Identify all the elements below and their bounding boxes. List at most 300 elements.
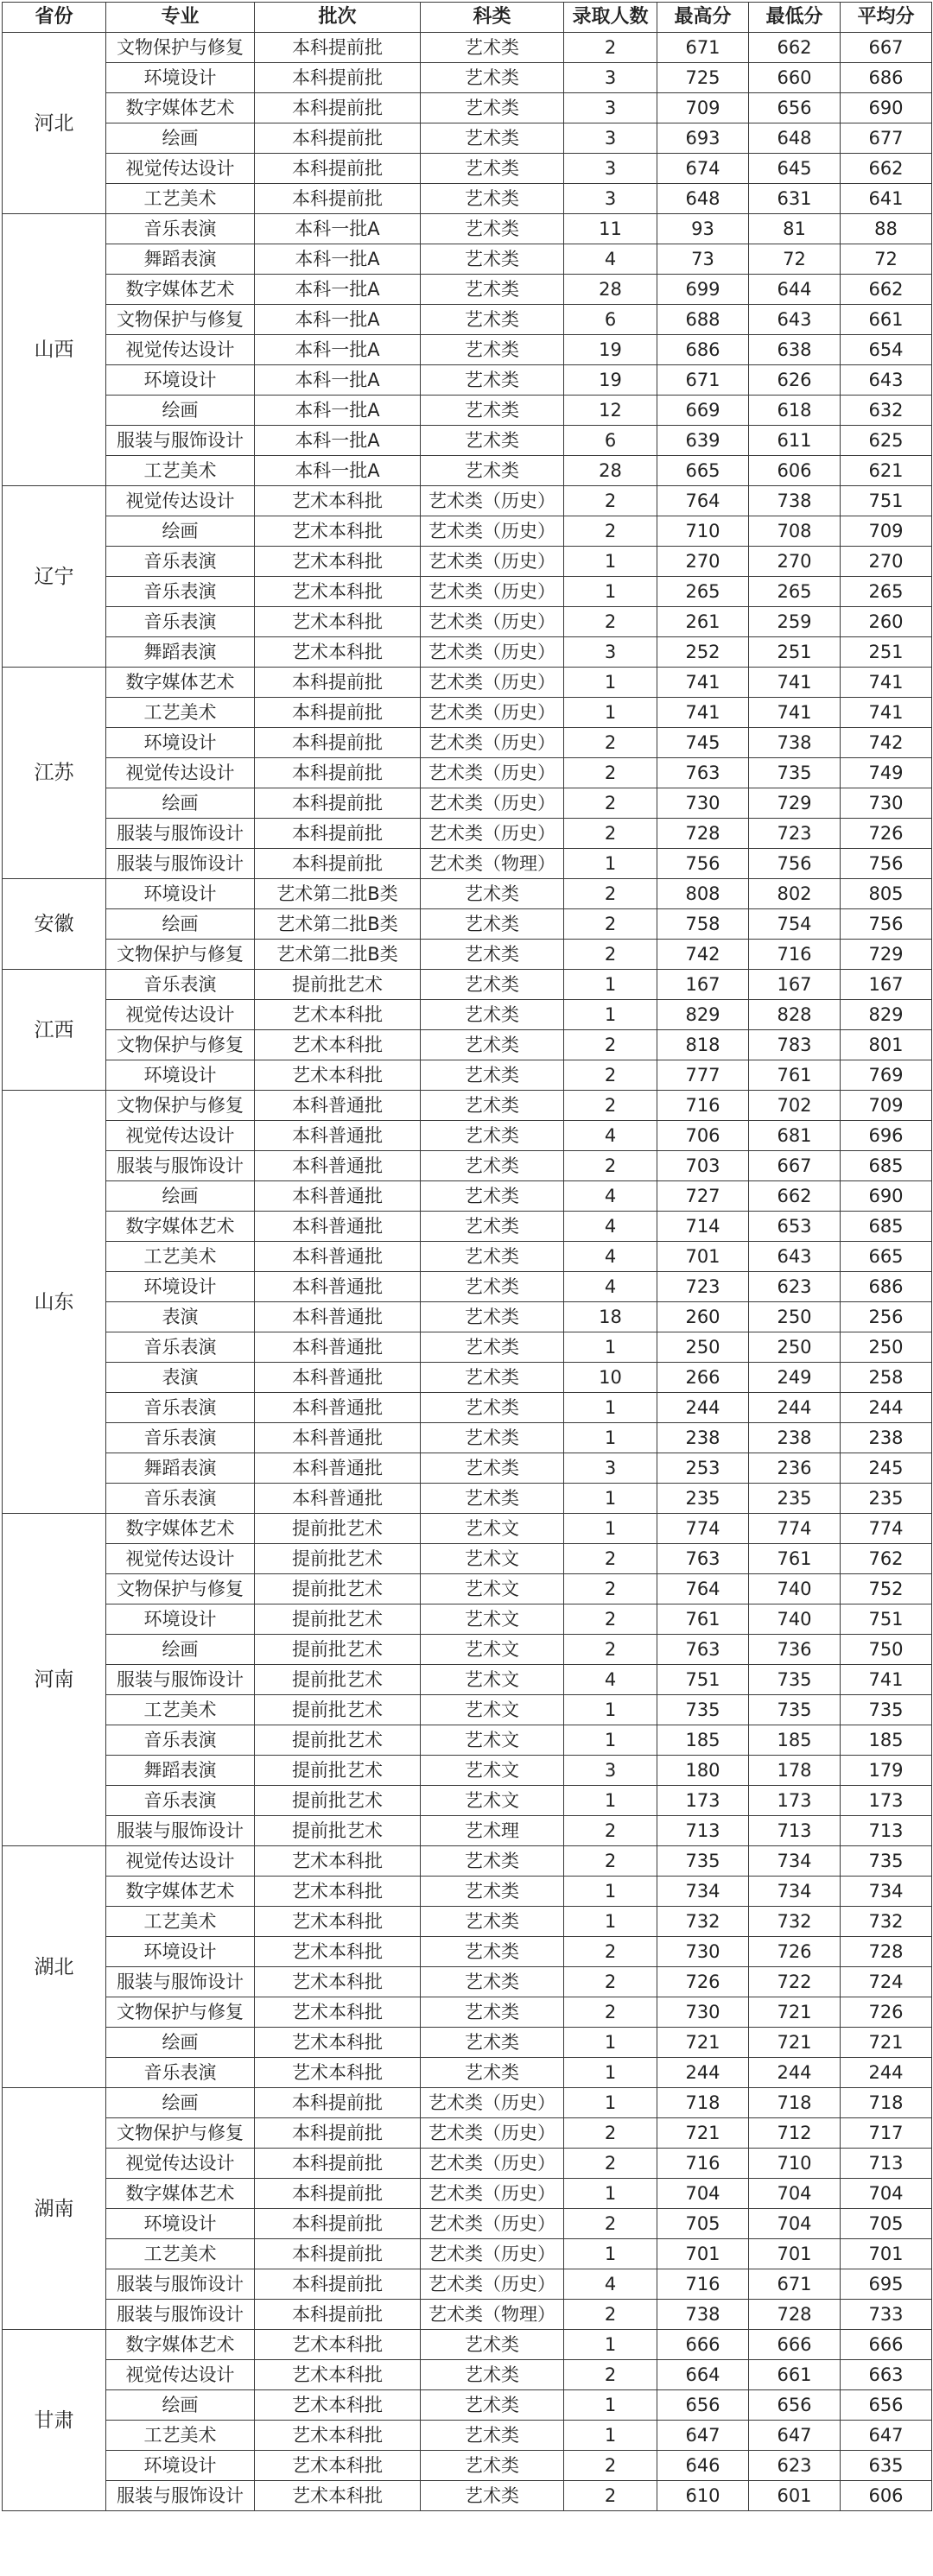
admitted-count-cell: 6	[564, 305, 657, 335]
table-row	[3, 879, 932, 909]
batch-cell: 本科提前批	[255, 819, 421, 849]
batch-cell: 本科普通批	[255, 1181, 421, 1212]
table-row	[3, 1302, 932, 1332]
avg-score-cell: 762	[841, 1544, 932, 1574]
major-cell: 音乐表演	[106, 1484, 255, 1514]
category-cell: 艺术类（历史）	[421, 2088, 564, 2118]
category-cell: 艺术类（历史）	[421, 788, 564, 819]
category-cell: 艺术类	[421, 275, 564, 305]
admission-scores-table	[2, 2, 932, 2511]
admitted-count-cell: 2	[564, 788, 657, 819]
category-cell: 艺术文	[421, 1544, 564, 1574]
admitted-count-cell: 2	[564, 1151, 657, 1181]
batch-cell: 艺术第二批B类	[255, 879, 421, 909]
avg-score-cell: 741	[841, 668, 932, 698]
batch-cell: 艺术本科批	[255, 1877, 421, 1907]
admitted-count-cell: 10	[564, 1363, 657, 1393]
header-admitted-count: 录取人数	[564, 3, 657, 33]
table-row	[3, 365, 932, 396]
min-score-cell: 666	[749, 2330, 841, 2360]
major-cell: 绘画	[106, 2390, 255, 2421]
category-cell: 艺术类（历史）	[421, 728, 564, 758]
max-score-cell: 763	[657, 1635, 749, 1665]
batch-cell: 本科提前批	[255, 2088, 421, 2118]
major-cell: 绘画	[106, 1181, 255, 1212]
batch-cell: 艺术本科批	[255, 486, 421, 516]
major-cell: 视觉传达设计	[106, 1846, 255, 1877]
major-cell: 工艺美术	[106, 1907, 255, 1937]
min-score-cell: 761	[749, 1060, 841, 1091]
category-cell: 艺术类（历史）	[421, 2209, 564, 2239]
min-score-cell: 238	[749, 1423, 841, 1453]
header-batch: 批次	[255, 3, 421, 33]
max-score-cell: 751	[657, 1665, 749, 1695]
major-cell: 视觉传达设计	[106, 1121, 255, 1151]
avg-score-cell: 686	[841, 63, 932, 93]
major-cell: 绘画	[106, 2028, 255, 2058]
category-cell: 艺术类	[421, 970, 564, 1000]
category-cell: 艺术类（历史）	[421, 637, 564, 668]
min-score-cell: 81	[749, 214, 841, 244]
category-cell: 艺术类	[421, 1484, 564, 1514]
batch-cell: 本科提前批	[255, 2179, 421, 2209]
table-row	[3, 1846, 932, 1877]
admitted-count-cell: 1	[564, 2239, 657, 2269]
max-score-cell: 710	[657, 516, 749, 547]
category-cell: 艺术类	[421, 1121, 564, 1151]
min-score-cell: 645	[749, 154, 841, 184]
table-row	[3, 2451, 932, 2481]
category-cell: 艺术类	[421, 184, 564, 214]
admitted-count-cell: 2	[564, 1030, 657, 1060]
max-score-cell: 730	[657, 1937, 749, 1967]
major-cell: 服装与服饰设计	[106, 1816, 255, 1846]
min-score-cell: 623	[749, 2451, 841, 2481]
batch-cell: 本科提前批	[255, 93, 421, 123]
admitted-count-cell: 1	[564, 2088, 657, 2118]
batch-cell: 本科提前批	[255, 33, 421, 63]
min-score-cell: 754	[749, 909, 841, 940]
table-row	[3, 1967, 932, 1997]
table-row	[3, 2149, 932, 2179]
batch-cell: 本科一批A	[255, 244, 421, 275]
max-score-cell: 774	[657, 1514, 749, 1544]
category-cell: 艺术类	[421, 1332, 564, 1363]
category-cell: 艺术类	[421, 1393, 564, 1423]
max-score-cell: 669	[657, 396, 749, 426]
table-row	[3, 2028, 932, 2058]
min-score-cell: 722	[749, 1967, 841, 1997]
table-row	[3, 2269, 932, 2300]
min-score-cell: 173	[749, 1786, 841, 1816]
min-score-cell: 718	[749, 2088, 841, 2118]
min-score-cell: 741	[749, 698, 841, 728]
category-cell: 艺术类	[421, 33, 564, 63]
table-row	[3, 819, 932, 849]
table-row	[3, 909, 932, 940]
major-cell: 舞蹈表演	[106, 1756, 255, 1786]
avg-score-cell: 701	[841, 2239, 932, 2269]
category-cell: 艺术类	[421, 426, 564, 456]
max-score-cell: 716	[657, 2149, 749, 2179]
table-row	[3, 1484, 932, 1514]
avg-score-cell: 647	[841, 2421, 932, 2451]
min-score-cell: 712	[749, 2118, 841, 2149]
admitted-count-cell: 4	[564, 1121, 657, 1151]
avg-score-cell: 667	[841, 33, 932, 63]
avg-score-cell: 270	[841, 547, 932, 577]
table-row	[3, 788, 932, 819]
category-cell: 艺术类	[421, 2330, 564, 2360]
major-cell: 文物保护与修复	[106, 305, 255, 335]
batch-cell: 提前批艺术	[255, 1544, 421, 1574]
major-cell: 环境设计	[106, 2209, 255, 2239]
batch-cell: 本科一批A	[255, 275, 421, 305]
batch-cell: 提前批艺术	[255, 1816, 421, 1846]
batch-cell: 艺术本科批	[255, 2028, 421, 2058]
max-score-cell: 664	[657, 2360, 749, 2390]
category-cell: 艺术文	[421, 1574, 564, 1604]
table-row	[3, 2421, 932, 2451]
admitted-count-cell: 3	[564, 637, 657, 668]
major-cell: 音乐表演	[106, 577, 255, 607]
table-row	[3, 1272, 932, 1302]
category-cell: 艺术类	[421, 1242, 564, 1272]
batch-cell: 本科普通批	[255, 1091, 421, 1121]
min-score-cell: 702	[749, 1091, 841, 1121]
min-score-cell: 774	[749, 1514, 841, 1544]
max-score-cell: 718	[657, 2088, 749, 2118]
avg-score-cell: 662	[841, 154, 932, 184]
min-score-cell: 738	[749, 728, 841, 758]
category-cell: 艺术类	[421, 365, 564, 396]
min-score-cell: 185	[749, 1725, 841, 1756]
category-cell: 艺术类（历史）	[421, 2149, 564, 2179]
batch-cell: 艺术第二批B类	[255, 940, 421, 970]
major-cell: 音乐表演	[106, 547, 255, 577]
admitted-count-cell: 2	[564, 1937, 657, 1967]
avg-score-cell: 733	[841, 2300, 932, 2330]
category-cell: 艺术类	[421, 244, 564, 275]
admitted-count-cell: 2	[564, 516, 657, 547]
table-row	[3, 2481, 932, 2511]
min-score-cell: 656	[749, 93, 841, 123]
admitted-count-cell: 1	[564, 2058, 657, 2088]
max-score-cell: 721	[657, 2028, 749, 2058]
avg-score-cell: 769	[841, 1060, 932, 1091]
admitted-count-cell: 2	[564, 2118, 657, 2149]
avg-score-cell: 730	[841, 788, 932, 819]
batch-cell: 艺术本科批	[255, 1000, 421, 1030]
major-cell: 视觉传达设计	[106, 154, 255, 184]
category-cell: 艺术类	[421, 305, 564, 335]
min-score-cell: 250	[749, 1332, 841, 1363]
major-cell: 舞蹈表演	[106, 244, 255, 275]
min-score-cell: 671	[749, 2269, 841, 2300]
max-score-cell: 701	[657, 1242, 749, 1272]
major-cell: 视觉传达设计	[106, 335, 255, 365]
major-cell: 环境设计	[106, 728, 255, 758]
admitted-count-cell: 2	[564, 2149, 657, 2179]
province-cell: 山东	[3, 1091, 106, 1514]
admitted-count-cell: 1	[564, 970, 657, 1000]
admitted-count-cell: 1	[564, 1000, 657, 1030]
admitted-count-cell: 1	[564, 1393, 657, 1423]
table-row	[3, 1665, 932, 1695]
category-cell: 艺术类	[421, 1907, 564, 1937]
min-score-cell: 740	[749, 1604, 841, 1635]
admitted-count-cell: 2	[564, 1544, 657, 1574]
category-cell: 艺术类	[421, 2058, 564, 2088]
max-score-cell: 173	[657, 1786, 749, 1816]
category-cell: 艺术类（物理）	[421, 849, 564, 879]
major-cell: 服装与服饰设计	[106, 1967, 255, 1997]
table-row	[3, 1091, 932, 1121]
major-cell: 服装与服饰设计	[106, 849, 255, 879]
province-cell: 甘肃	[3, 2330, 106, 2511]
batch-cell: 本科普通批	[255, 1151, 421, 1181]
avg-score-cell: 735	[841, 1846, 932, 1877]
max-score-cell: 665	[657, 456, 749, 486]
batch-cell: 本科一批A	[255, 335, 421, 365]
min-score-cell: 734	[749, 1846, 841, 1877]
category-cell: 艺术类	[421, 909, 564, 940]
min-score-cell: 738	[749, 486, 841, 516]
category-cell: 艺术类	[421, 63, 564, 93]
min-score-cell: 721	[749, 1997, 841, 2028]
batch-cell: 艺术本科批	[255, 1967, 421, 1997]
batch-cell: 本科提前批	[255, 788, 421, 819]
max-score-cell: 656	[657, 2390, 749, 2421]
major-cell: 环境设计	[106, 879, 255, 909]
avg-score-cell: 256	[841, 1302, 932, 1332]
major-cell: 视觉传达设计	[106, 2360, 255, 2390]
table-row	[3, 486, 932, 516]
admitted-count-cell: 1	[564, 577, 657, 607]
min-score-cell: 708	[749, 516, 841, 547]
min-score-cell: 259	[749, 607, 841, 637]
category-cell: 艺术类	[421, 1997, 564, 2028]
major-cell: 服装与服饰设计	[106, 2300, 255, 2330]
avg-score-cell: 686	[841, 1272, 932, 1302]
avg-score-cell: 690	[841, 93, 932, 123]
avg-score-cell: 829	[841, 1000, 932, 1030]
table-row	[3, 1877, 932, 1907]
min-score-cell: 701	[749, 2239, 841, 2269]
max-score-cell: 735	[657, 1695, 749, 1725]
avg-score-cell: 751	[841, 486, 932, 516]
major-cell: 环境设计	[106, 1272, 255, 1302]
major-cell: 文物保护与修复	[106, 33, 255, 63]
min-score-cell: 736	[749, 1635, 841, 1665]
min-score-cell: 638	[749, 335, 841, 365]
admitted-count-cell: 3	[564, 1453, 657, 1484]
major-cell: 环境设计	[106, 1604, 255, 1635]
batch-cell: 艺术本科批	[255, 1060, 421, 1091]
batch-cell: 艺术本科批	[255, 2360, 421, 2390]
admitted-count-cell: 1	[564, 698, 657, 728]
header-category: 科类	[421, 3, 564, 33]
table-row	[3, 668, 932, 698]
min-score-cell: 250	[749, 1302, 841, 1332]
max-score-cell: 648	[657, 184, 749, 214]
max-score-cell: 732	[657, 1907, 749, 1937]
min-score-cell: 643	[749, 1242, 841, 1272]
avg-score-cell: 632	[841, 396, 932, 426]
major-cell: 文物保护与修复	[106, 1030, 255, 1060]
max-score-cell: 701	[657, 2239, 749, 2269]
admitted-count-cell: 12	[564, 396, 657, 426]
max-score-cell: 244	[657, 1393, 749, 1423]
table-row	[3, 1000, 932, 1030]
avg-score-cell: 238	[841, 1423, 932, 1453]
major-cell: 绘画	[106, 2088, 255, 2118]
max-score-cell: 647	[657, 2421, 749, 2451]
header-row	[3, 3, 932, 33]
avg-score-cell: 713	[841, 2149, 932, 2179]
category-cell: 艺术类（历史）	[421, 668, 564, 698]
table-row	[3, 547, 932, 577]
batch-cell: 艺术本科批	[255, 1907, 421, 1937]
batch-cell: 提前批艺术	[255, 1695, 421, 1725]
batch-cell: 本科一批A	[255, 365, 421, 396]
max-score-cell: 764	[657, 1574, 749, 1604]
admitted-count-cell: 2	[564, 2451, 657, 2481]
major-cell: 工艺美术	[106, 698, 255, 728]
table-header	[3, 3, 932, 33]
batch-cell: 艺术本科批	[255, 2421, 421, 2451]
major-cell: 环境设计	[106, 1937, 255, 1967]
table-row	[3, 2360, 932, 2390]
major-cell: 数字媒体艺术	[106, 668, 255, 698]
admitted-count-cell: 2	[564, 2360, 657, 2390]
category-cell: 艺术类	[421, 1030, 564, 1060]
admitted-count-cell: 28	[564, 456, 657, 486]
avg-score-cell: 721	[841, 2028, 932, 2058]
table-row	[3, 728, 932, 758]
header-major: 专业	[106, 3, 255, 33]
major-cell: 数字媒体艺术	[106, 93, 255, 123]
table-row	[3, 577, 932, 607]
avg-score-cell: 662	[841, 275, 932, 305]
max-score-cell: 703	[657, 1151, 749, 1181]
major-cell: 文物保护与修复	[106, 1997, 255, 2028]
admitted-count-cell: 19	[564, 365, 657, 396]
min-score-cell: 265	[749, 577, 841, 607]
max-score-cell: 735	[657, 1846, 749, 1877]
major-cell: 表演	[106, 1363, 255, 1393]
admitted-count-cell: 2	[564, 1997, 657, 2028]
category-cell: 艺术类	[421, 1363, 564, 1393]
admitted-count-cell: 6	[564, 426, 657, 456]
batch-cell: 本科提前批	[255, 2239, 421, 2269]
min-score-cell: 704	[749, 2179, 841, 2209]
admitted-count-cell: 2	[564, 2209, 657, 2239]
avg-score-cell: 235	[841, 1484, 932, 1514]
admitted-count-cell: 1	[564, 849, 657, 879]
major-cell: 数字媒体艺术	[106, 2179, 255, 2209]
batch-cell: 本科一批A	[255, 396, 421, 426]
min-score-cell: 249	[749, 1363, 841, 1393]
max-score-cell: 688	[657, 305, 749, 335]
major-cell: 舞蹈表演	[106, 637, 255, 668]
avg-score-cell: 756	[841, 849, 932, 879]
admitted-count-cell: 1	[564, 1786, 657, 1816]
avg-score-cell: 245	[841, 1453, 932, 1484]
batch-cell: 艺术本科批	[255, 2330, 421, 2360]
avg-score-cell: 732	[841, 1907, 932, 1937]
category-cell: 艺术类（历史）	[421, 607, 564, 637]
category-cell: 艺术类	[421, 879, 564, 909]
major-cell: 工艺美术	[106, 1242, 255, 1272]
avg-score-cell: 756	[841, 909, 932, 940]
table-row	[3, 2118, 932, 2149]
major-cell: 数字媒体艺术	[106, 275, 255, 305]
batch-cell: 本科普通批	[255, 1242, 421, 1272]
max-score-cell: 704	[657, 2179, 749, 2209]
batch-cell: 提前批艺术	[255, 1786, 421, 1816]
header-max-score: 最高分	[657, 3, 749, 33]
category-cell: 艺术类	[421, 123, 564, 154]
admitted-count-cell: 1	[564, 2330, 657, 2360]
min-score-cell: 828	[749, 1000, 841, 1030]
category-cell: 艺术类（历史）	[421, 2269, 564, 2300]
batch-cell: 艺术本科批	[255, 2451, 421, 2481]
batch-cell: 本科提前批	[255, 154, 421, 184]
min-score-cell: 660	[749, 63, 841, 93]
category-cell: 艺术类	[421, 335, 564, 365]
category-cell: 艺术类	[421, 1091, 564, 1121]
table-row	[3, 1786, 932, 1816]
min-score-cell: 735	[749, 1665, 841, 1695]
min-score-cell: 251	[749, 637, 841, 668]
major-cell: 音乐表演	[106, 1786, 255, 1816]
avg-score-cell: 656	[841, 2390, 932, 2421]
max-score-cell: 693	[657, 123, 749, 154]
min-score-cell: 611	[749, 426, 841, 456]
admitted-count-cell: 1	[564, 2421, 657, 2451]
province-cell: 河南	[3, 1514, 106, 1846]
batch-cell: 本科提前批	[255, 63, 421, 93]
table-row	[3, 849, 932, 879]
max-score-cell: 235	[657, 1484, 749, 1514]
major-cell: 文物保护与修复	[106, 2118, 255, 2149]
admitted-count-cell: 3	[564, 63, 657, 93]
admitted-count-cell: 1	[564, 1725, 657, 1756]
avg-score-cell: 179	[841, 1756, 932, 1786]
table-row	[3, 1604, 932, 1635]
table-row	[3, 426, 932, 456]
batch-cell: 本科普通批	[255, 1423, 421, 1453]
admitted-count-cell: 1	[564, 1877, 657, 1907]
min-score-cell: 734	[749, 1877, 841, 1907]
table-row	[3, 1695, 932, 1725]
avg-score-cell: 751	[841, 1604, 932, 1635]
avg-score-cell: 801	[841, 1030, 932, 1060]
category-cell: 艺术类	[421, 2028, 564, 2058]
category-cell: 艺术类	[421, 214, 564, 244]
max-score-cell: 721	[657, 2118, 749, 2149]
avg-score-cell: 258	[841, 1363, 932, 1393]
max-score-cell: 730	[657, 1997, 749, 2028]
avg-score-cell: 718	[841, 2088, 932, 2118]
batch-cell: 提前批艺术	[255, 1725, 421, 1756]
avg-score-cell: 635	[841, 2451, 932, 2481]
batch-cell: 本科提前批	[255, 184, 421, 214]
table-row	[3, 214, 932, 244]
max-score-cell: 244	[657, 2058, 749, 2088]
admitted-count-cell: 3	[564, 123, 657, 154]
